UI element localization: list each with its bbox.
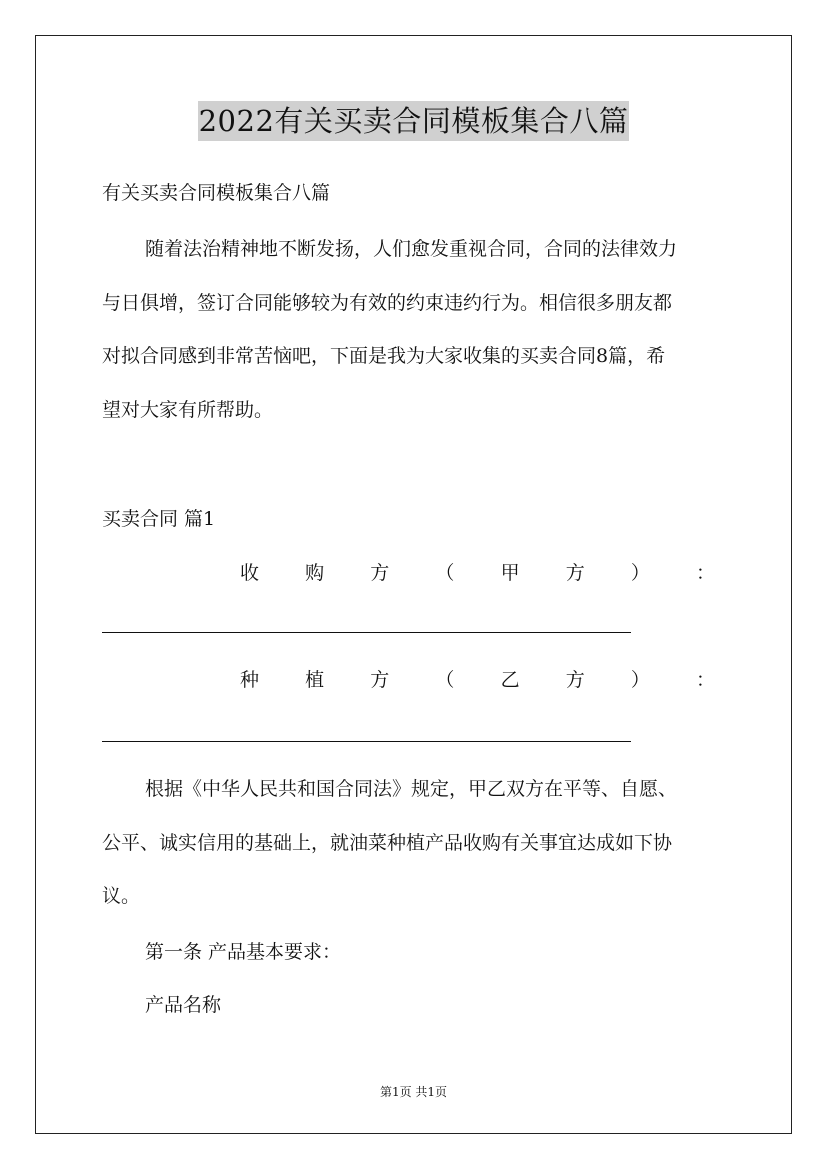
party-b-char: 方 xyxy=(565,669,585,691)
party-b-char: （ xyxy=(435,669,455,691)
party-a-char: （ xyxy=(435,562,455,584)
intro-line: 随着法治精神地不断发扬，人们愈发重视合同，合同的法律效力 xyxy=(145,238,678,260)
agreement-line: 根据《中华人民共和国合同法》规定，甲乙双方在平等、自愿、 xyxy=(145,778,678,800)
party-b-char: ） xyxy=(630,669,650,691)
party-a-label xyxy=(240,561,715,585)
party-b-label xyxy=(240,668,715,692)
party-b-char: 植 xyxy=(305,669,325,691)
party-b-char: 种 xyxy=(240,669,260,691)
article-heading: 第一条 产品基本要求： xyxy=(145,941,342,963)
party-a-char: 收 xyxy=(240,562,260,584)
agreement-line: 议。 xyxy=(102,885,141,907)
intro-line: 对拟合同感到非常苦恼吧，下面是我为大家收集的买卖合同8篇，希 xyxy=(102,345,666,367)
party-b-blank-line xyxy=(102,741,631,742)
intro-line: 望对大家有所帮助。 xyxy=(102,399,274,421)
intro-line: 与日俱增，签订合同能够较为有效的约束违约行为。相信很多朋友都 xyxy=(102,292,673,314)
party-a-char: 方 xyxy=(565,562,585,584)
party-a-char: 甲 xyxy=(500,562,520,584)
agreement-line: 公平、诚实信用的基础上，就油菜种植产品收购有关事宜达成如下协 xyxy=(102,832,673,854)
party-a-char: 购 xyxy=(305,562,325,584)
page-footer: 第1页 共1页 xyxy=(379,1085,448,1099)
party-a-char: ） xyxy=(630,562,650,584)
party-b-char: 方 xyxy=(370,669,390,691)
document-title: 2022有关买卖合同模板集合八篇 xyxy=(198,101,630,141)
party-b-char: 乙 xyxy=(500,669,520,691)
party-b-char: ： xyxy=(695,669,715,691)
product-name-label: 产品名称 xyxy=(145,994,222,1016)
section-heading: 买卖合同 篇1 xyxy=(102,508,216,530)
party-a-blank-line xyxy=(102,632,631,633)
party-a-char: 方 xyxy=(370,562,390,584)
party-a-char: ： xyxy=(695,562,715,584)
document-subtitle: 有关买卖合同模板集合八篇 xyxy=(102,182,331,204)
